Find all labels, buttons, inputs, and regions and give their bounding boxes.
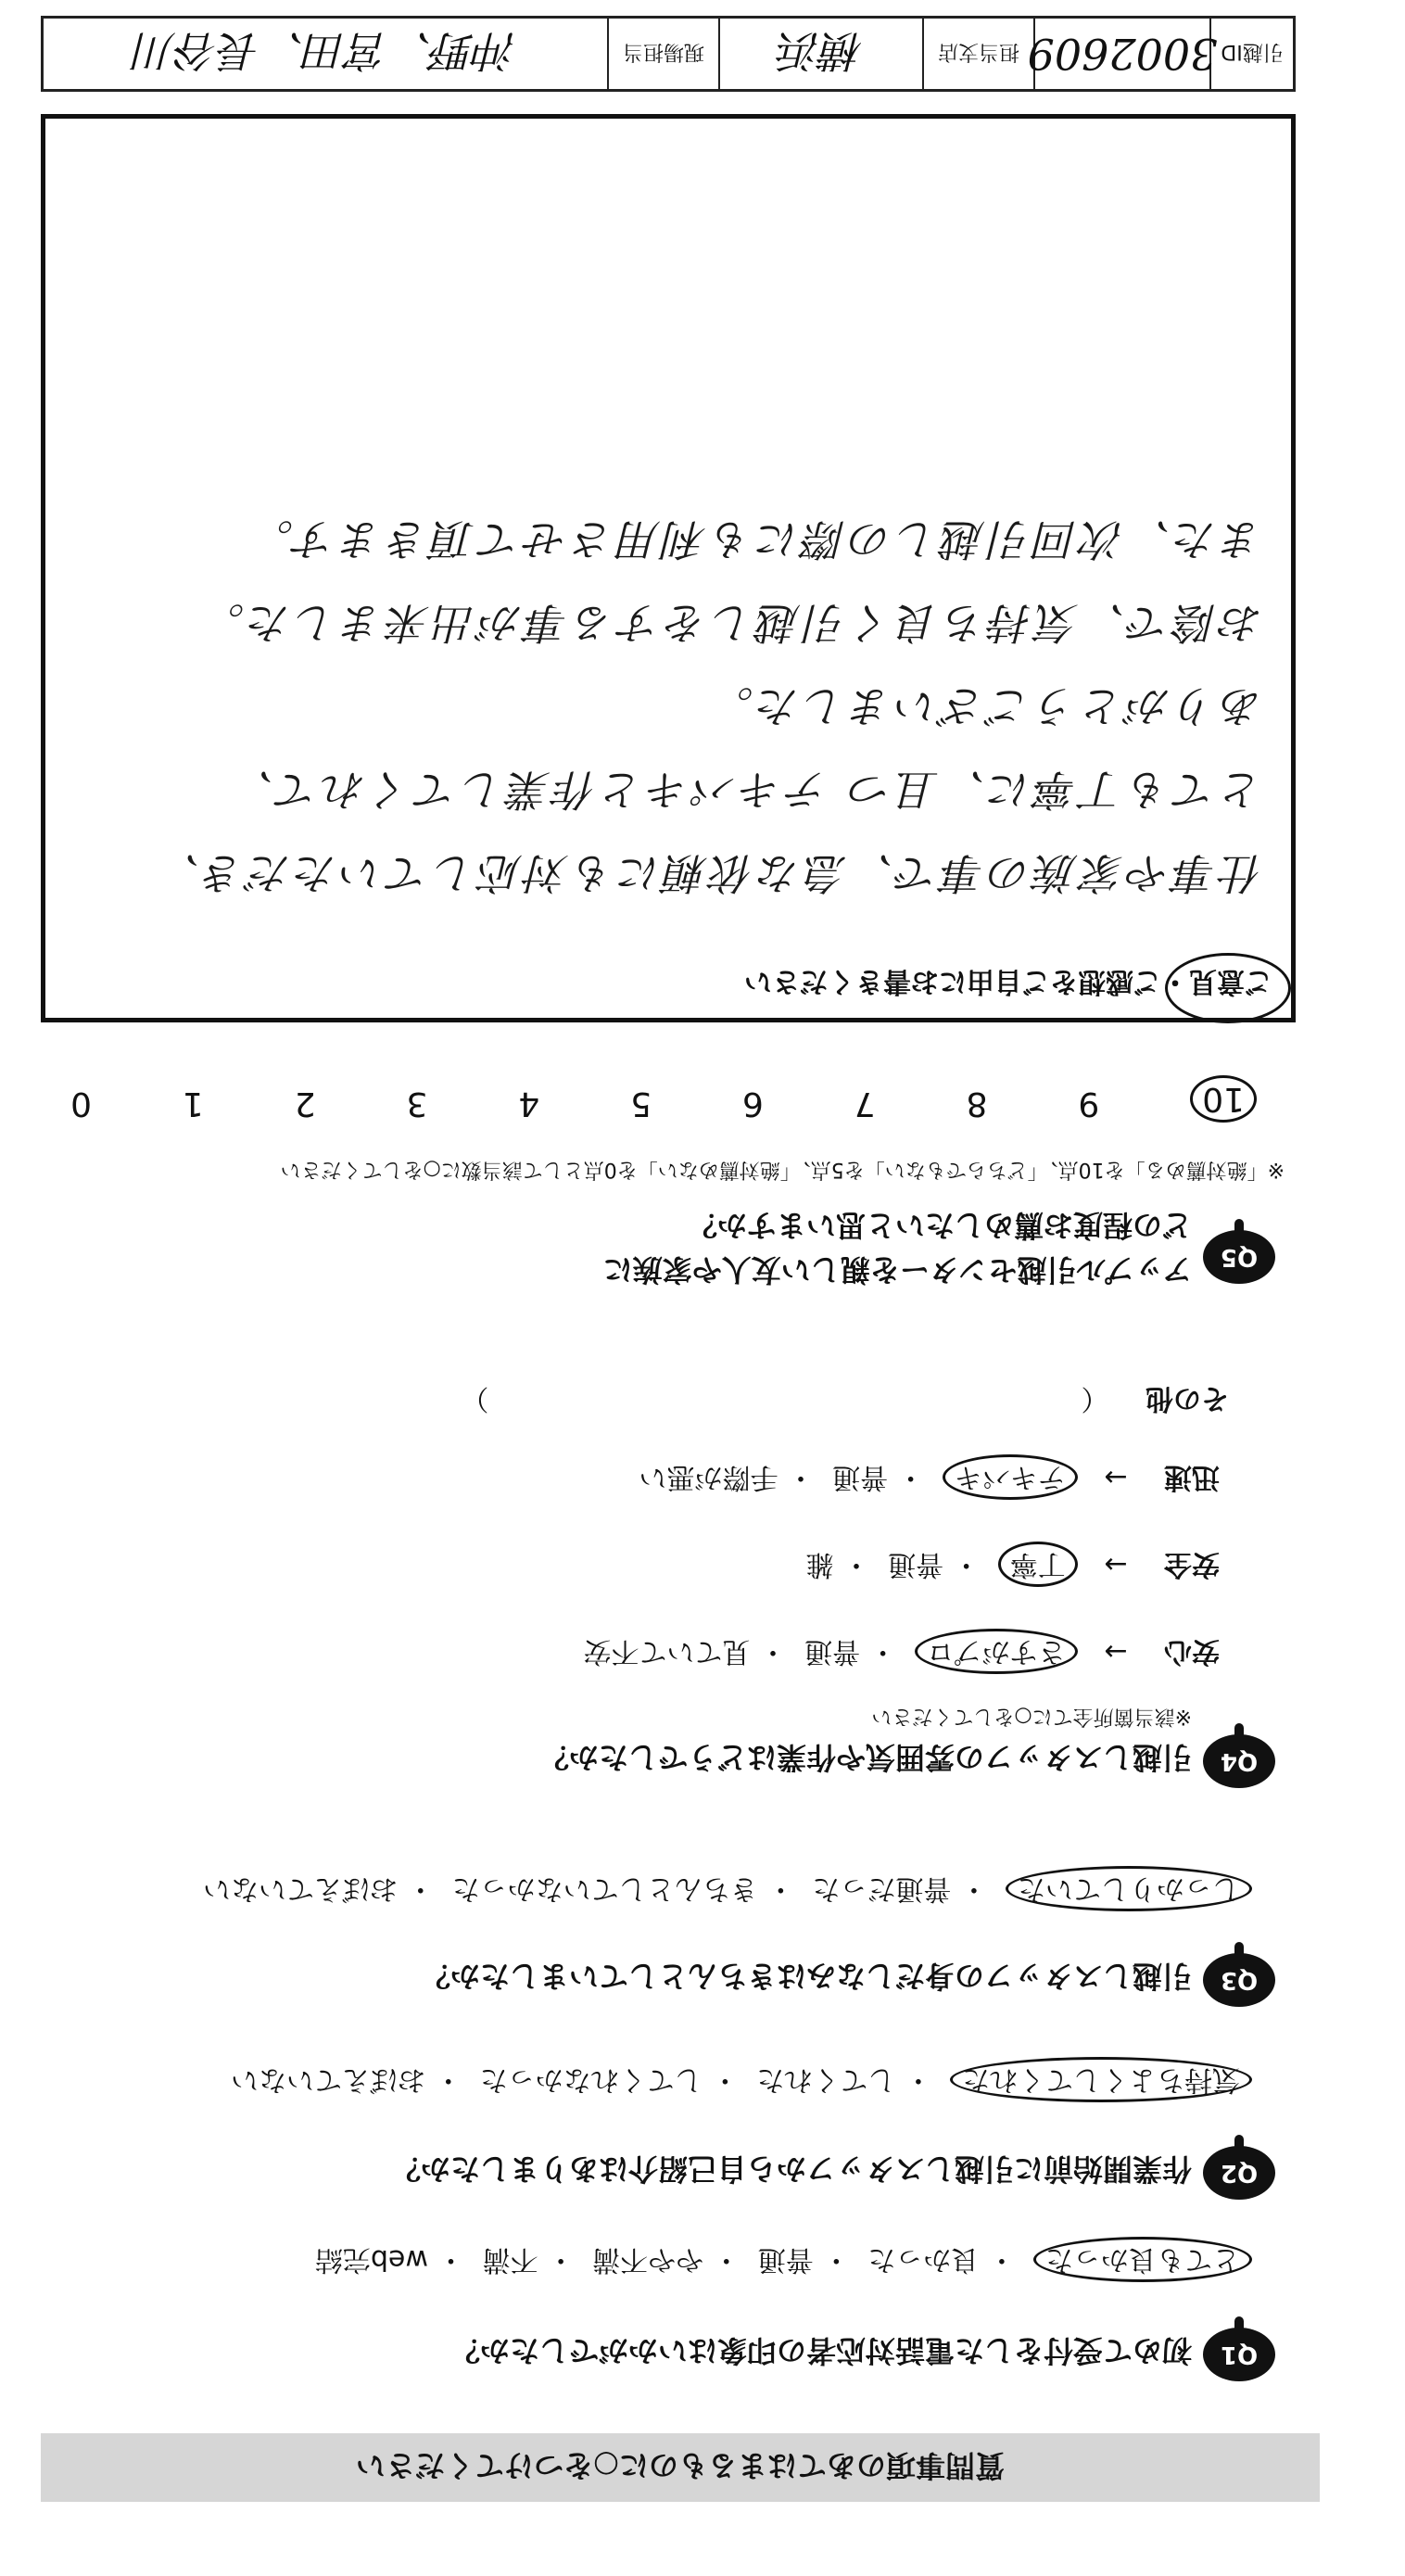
q2-question: 作業開始前に引越しスタッフから自己紹介はありましたか？ [390,2151,1192,2187]
q4-row-speed: 迅速 → テキパキ ・ 普通 ・ 手際が悪い [639,1460,1220,1501]
q3-opt-3[interactable]: おぼえていない [203,1872,399,1905]
q4-speed-opt-0[interactable]: テキパキ [943,1454,1078,1500]
q5-badge: Q5 [1203,1230,1275,1284]
scale-5[interactable]: 5 [630,1085,652,1123]
comment-line-5: また、次回引越しの際にも利用させて頂きます。 [247,514,1263,565]
scale-3[interactable]: 3 [406,1085,428,1123]
q2-opt-3[interactable]: おぼえていない [231,2063,426,2096]
staff-label: 現場担当 [607,19,718,89]
comment-box [41,114,1296,1022]
header-table [41,16,1296,92]
instruction-banner: 質問事項のあてはまるものに○をつけてください [41,2433,1320,2502]
scale-2[interactable]: 2 [294,1085,316,1123]
id-label: 引越ID [1209,19,1293,89]
scale-6[interactable]: 6 [741,1085,764,1123]
q3-opt-1[interactable]: 普通だった [812,1872,952,1905]
id-value: 3002609 [1033,19,1209,89]
comment-line-3: ありがとうございました。 [707,681,1263,731]
branch-value: 横浜 [718,19,922,89]
q1-badge: Q1 [1203,2328,1275,2381]
q4-comfort-opt-0[interactable]: さすがプロ [915,1629,1078,1674]
scale-7[interactable]: 7 [854,1085,876,1123]
q3-question: 引越しスタッフの身だしなみはきちんとしていましたか？ [420,1959,1192,1994]
q4-safety-opt-2[interactable]: 雑 [805,1548,834,1580]
q4-row-comfort: 安心 → さすがプロ ・ 普通 ・ 見ていて不安 [583,1634,1220,1675]
comment-line-4: お陰で、気持ち良く引越しをする事が出来ました。 [197,598,1263,648]
q3-opt-0[interactable]: しっかりしていた [1006,1866,1252,1911]
q4-note: ※該当箇所全てに○をしてください [871,1705,1192,1728]
recommend-scale [70,1075,1257,1123]
q4-safety-opt-1[interactable]: 普通 [888,1548,944,1580]
q3-badge: Q3 [1203,1953,1275,2007]
q3-opt-2[interactable]: きちんとしていなかった [451,1872,758,1905]
q1-opt-1[interactable]: 良かった [867,2243,980,2276]
q4-other-row [461,1381,1229,1422]
comment-title: ご意見・ご感想をご自由にお書きください [744,965,1272,997]
q2-opt-2[interactable]: してくれなかった [479,2063,702,2096]
scale-8[interactable]: 8 [966,1085,988,1123]
scale-4[interactable]: 4 [518,1085,540,1123]
q4-comfort-arrow: → [1104,1635,1128,1668]
q4-row-safety: 安全 → 丁寧 ・ 普通 ・ 雑 [805,1547,1220,1588]
q3-options: しっかりしていた ・ 普通だった ・ きちんとしていなかった ・ おぼえていない [203,1872,1252,1912]
q1-question: 初めて受付をした電話対応者の印象はいかがでしたか？ [449,2333,1192,2368]
q4-speed-opt-1[interactable]: 普通 [832,1461,889,1493]
staff-value: 沖野、宮田、長谷川 [133,26,517,76]
scale-0[interactable]: 0 [70,1085,92,1123]
q4-comfort-opt-2[interactable]: 見ていて不安 [583,1635,751,1668]
q1-opt-5[interactable]: web完結 [314,2243,428,2276]
q4-speed-label: 迅速 [1164,1461,1220,1493]
q4-other-paren-open: （ [1081,1382,1109,1415]
scale-10[interactable]: 10 [1190,1075,1257,1123]
q2-opt-0[interactable]: 気持ちよくしてくれた [950,2057,1252,2102]
q4-question: 引越しスタッフの雰囲気や作業はどうでしたか？ [538,1740,1192,1775]
q4-speed-opt-2[interactable]: 手際が悪い [639,1461,778,1493]
q2-opt-1[interactable]: してくれた [756,2063,896,2096]
q2-badge: Q2 [1203,2146,1275,2200]
q1-opt-4[interactable]: 不満 [482,2243,538,2276]
q4-safety-arrow: → [1104,1548,1128,1580]
scale-9[interactable]: 9 [1078,1085,1100,1123]
q1-opt-3[interactable]: やや不満 [592,2243,704,2276]
comment-line-2: とても丁寧に、且つ テキパキと作業してくれて、 [227,765,1263,815]
branch-label: 担当支店 [922,19,1033,89]
q1-opt-0[interactable]: とても良かった [1033,2237,1252,2282]
q1-options: とても良かった ・ 良かった ・ 普通 ・ やや不満 ・ 不満 ・ web完結 [315,2242,1252,2283]
q4-comfort-opt-1[interactable]: 普通 [804,1635,861,1668]
q5-question-line2: どの程度お薦めしたいと思いますか？ [687,1208,1192,1243]
q4-safety-label: 安全 [1164,1548,1220,1580]
q5-note: ※「絶対薦める」を10点、「どちらでもない」を5点、「絶対薦めない」を0点として該当数に○をしてください [280,1158,1285,1181]
q2-options: 気持ちよくしてくれた ・ してくれた ・ してくれなかった ・ おぼえていない [231,2062,1252,2103]
comment-line-1: 仕事や家族の事で、急な依頼にも対応していただき、 [153,848,1263,898]
q4-speed-arrow: → [1104,1461,1128,1493]
q4-comfort-label: 安心 [1164,1635,1220,1668]
scale-1[interactable]: 1 [182,1085,204,1123]
q4-badge: Q4 [1203,1734,1275,1788]
q4-other-paren-close: ） [461,1382,489,1415]
q4-other-label: その他 [1146,1382,1229,1415]
q5-question-line1: アップル引越センターを親しい友人や家族に [602,1252,1192,1288]
q1-opt-2[interactable]: 普通 [757,2243,814,2276]
q4-safety-opt-0[interactable]: 丁寧 [998,1542,1078,1587]
